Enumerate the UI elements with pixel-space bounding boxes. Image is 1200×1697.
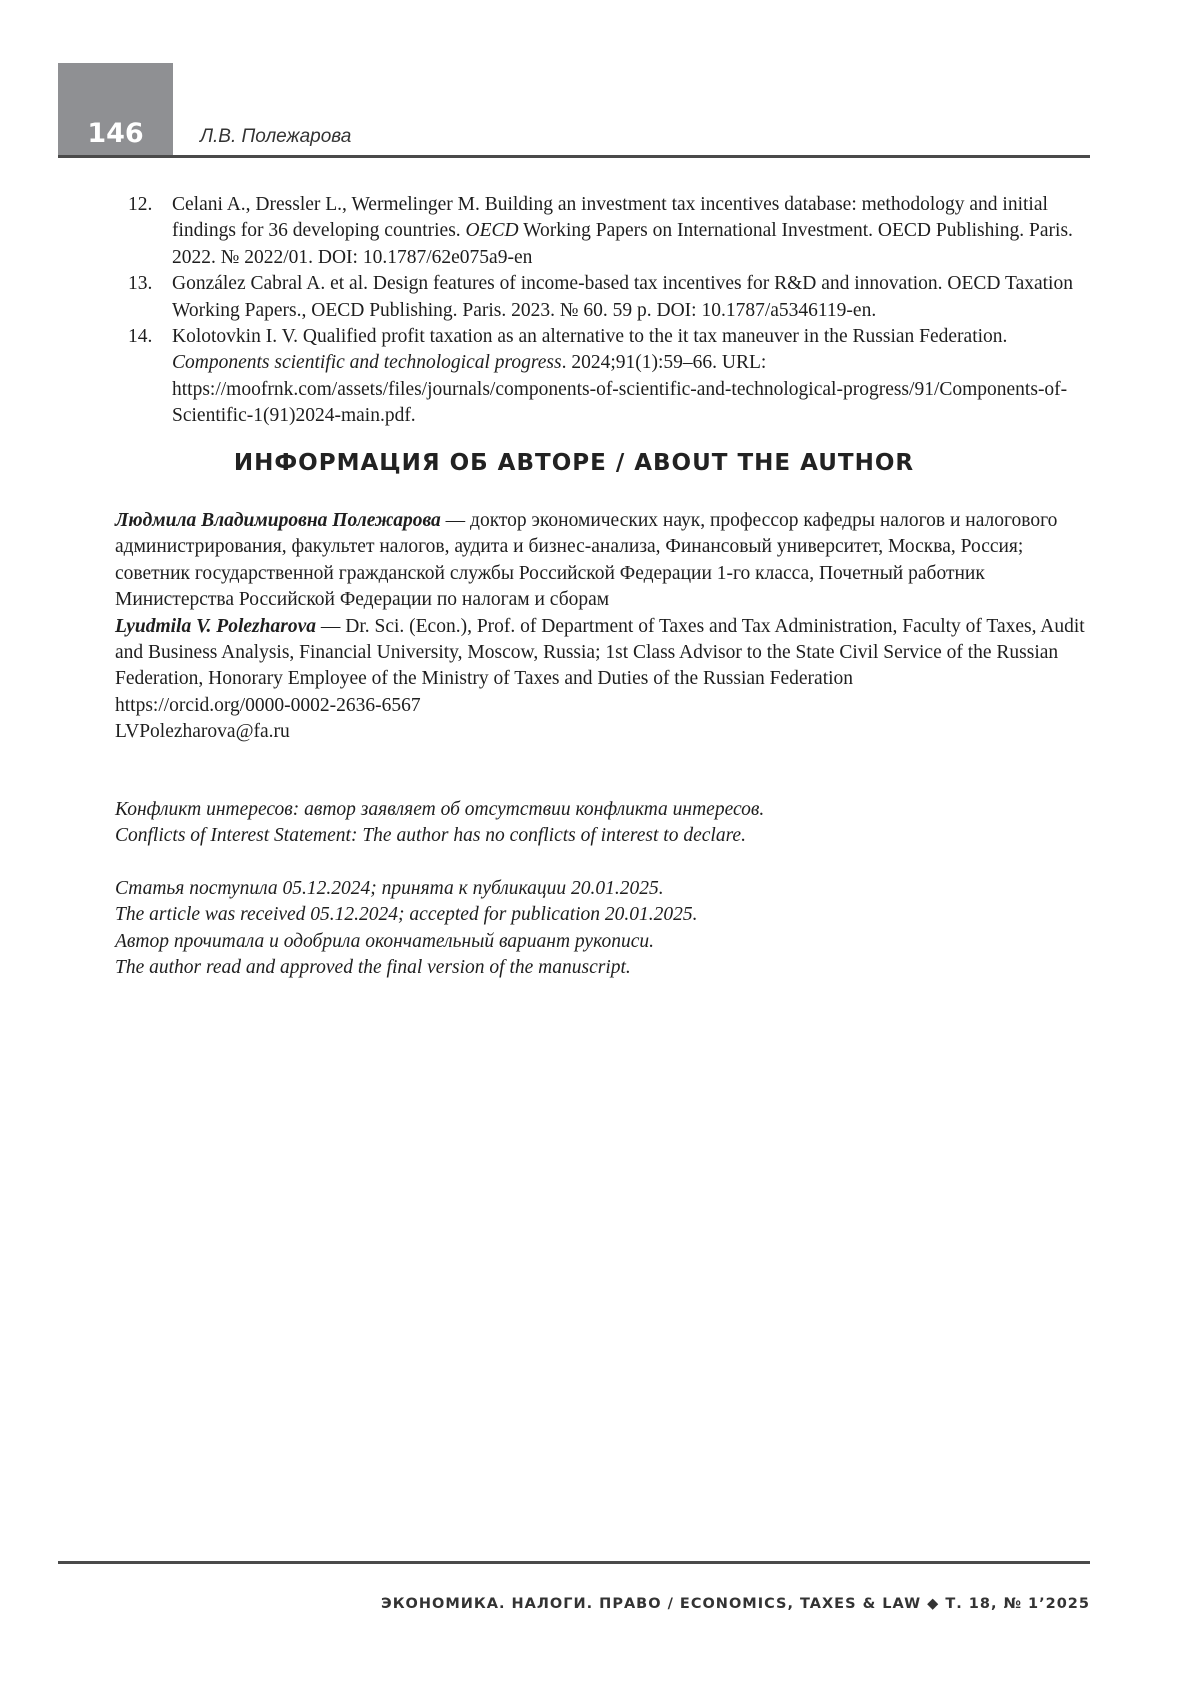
author-name-ru: Людмила Владимировна Полежарова xyxy=(115,510,441,531)
reference-number: 12. xyxy=(128,194,153,215)
reference-text-tail: Working Papers on International Investment. OECD Publishing. Paris. 2022. № 2022/01. DOI: 10.1787/62e075a9-en xyxy=(172,220,1073,268)
reference-number: 14. xyxy=(128,326,153,348)
author-description-en: — Dr. Sci. (Econ.), Prof. of Department of Taxes and Tax Administration, Faculty of Taxes, Audit and Business Analysis, Financial University, Moscow, Russia; 1st Class Advisor to the State Civil Service of the Russian Federation, Honorary Employee of the Ministry of Taxes and Duties of the Russian Federation xyxy=(115,615,1085,690)
diamond-separator-icon: ◆ xyxy=(927,1596,940,1612)
conflict-statement-en: Conflicts of Interest Statement: The author has no conflicts of interest to declare. xyxy=(115,825,746,847)
reference-number: 13. xyxy=(128,273,153,295)
article-notes xyxy=(115,797,1097,981)
author-info xyxy=(115,508,1097,746)
received-date-en: The article was received 05.12.2024; accepted for publication 20.01.2025. xyxy=(115,904,698,926)
journal-footer xyxy=(381,1596,1090,1612)
approval-en: The author read and approved the final version of the manuscript. xyxy=(115,957,631,979)
author-description-ru: — доктор экономических наук, профессор кафедры налогов и налогового администрирования, факультет налогов, аудита и бизнес-анализа, Финансовый университет, Москва, Россия; советник государственной гражданской службы Российской Федерации 1-го класса, Почетный работник Министерства Российской Федерации по налогам и сборам xyxy=(115,510,1058,611)
reference-item xyxy=(128,192,1090,271)
reference-text-tail: . 2024;91(1):59–66. URL: https://moofrnk.com/assets/files/journals/components-of-scientific-and-technological-progress/91/Components-of-Scientific-1(91)2024-main.pdf. xyxy=(172,352,1068,427)
reference-text: González Cabral A. et al. Design features of income-based tax incentives for R&D and innovation. OECD Taxation Working Papers., OECD Publishing. Paris. 2023. № 60. 59 p. DOI: 10.1787/a5346119-en. xyxy=(172,273,1073,321)
author-name-en: Lyudmila V. Polezharova xyxy=(115,615,316,637)
author-bio-ru xyxy=(115,508,1097,614)
conflict-statement-ru: Конфликт интересов: автор заявляет об отсутствии конфликта интересов. xyxy=(115,799,765,820)
reference-text: Celani A., Dressler L., Wermelinger M. Building an investment tax incentives database: methodology and initial findings for 36 developing countries. xyxy=(172,194,1048,242)
orcid-link[interactable]: https://orcid.org/0000-0002-2636-6567 xyxy=(115,694,421,716)
footer-rule xyxy=(58,1561,1090,1564)
received-date-ru: Статья поступила 05.12.2024; принята к публикации 20.01.2025. xyxy=(115,877,664,899)
author-bio-en xyxy=(115,614,1097,693)
issue-number: Т. 18, № 1’2025 xyxy=(945,1596,1090,1612)
header-rule xyxy=(58,155,1090,158)
journal-name: ЭКОНОМИКА. НАЛОГИ. ПРАВО / ECONOMICS, TAXES & LAW xyxy=(381,1596,922,1612)
reference-text: Kolotovkin I. V. Qualified profit taxation as an alternative to the it tax maneuver in the Russian Federation. xyxy=(172,326,1008,348)
page-number: 146 xyxy=(87,118,144,149)
reference-item xyxy=(128,271,1090,324)
reference-italic: OECD xyxy=(465,220,519,242)
reference-italic: Components scientific and technological progress xyxy=(172,352,562,374)
email-link[interactable]: LVPolezharova@fa.ru xyxy=(115,721,290,743)
section-title: ИНФОРМАЦИЯ ОБ АВТОРЕ / ABOUT THE AUTHOR xyxy=(233,450,915,476)
approval-ru: Автор прочитала и одобрила окончательный вариант рукописи. xyxy=(115,930,654,952)
reference-list xyxy=(128,192,1090,430)
running-head: Л.В. Полежарова xyxy=(200,126,352,147)
reference-item xyxy=(128,324,1090,430)
